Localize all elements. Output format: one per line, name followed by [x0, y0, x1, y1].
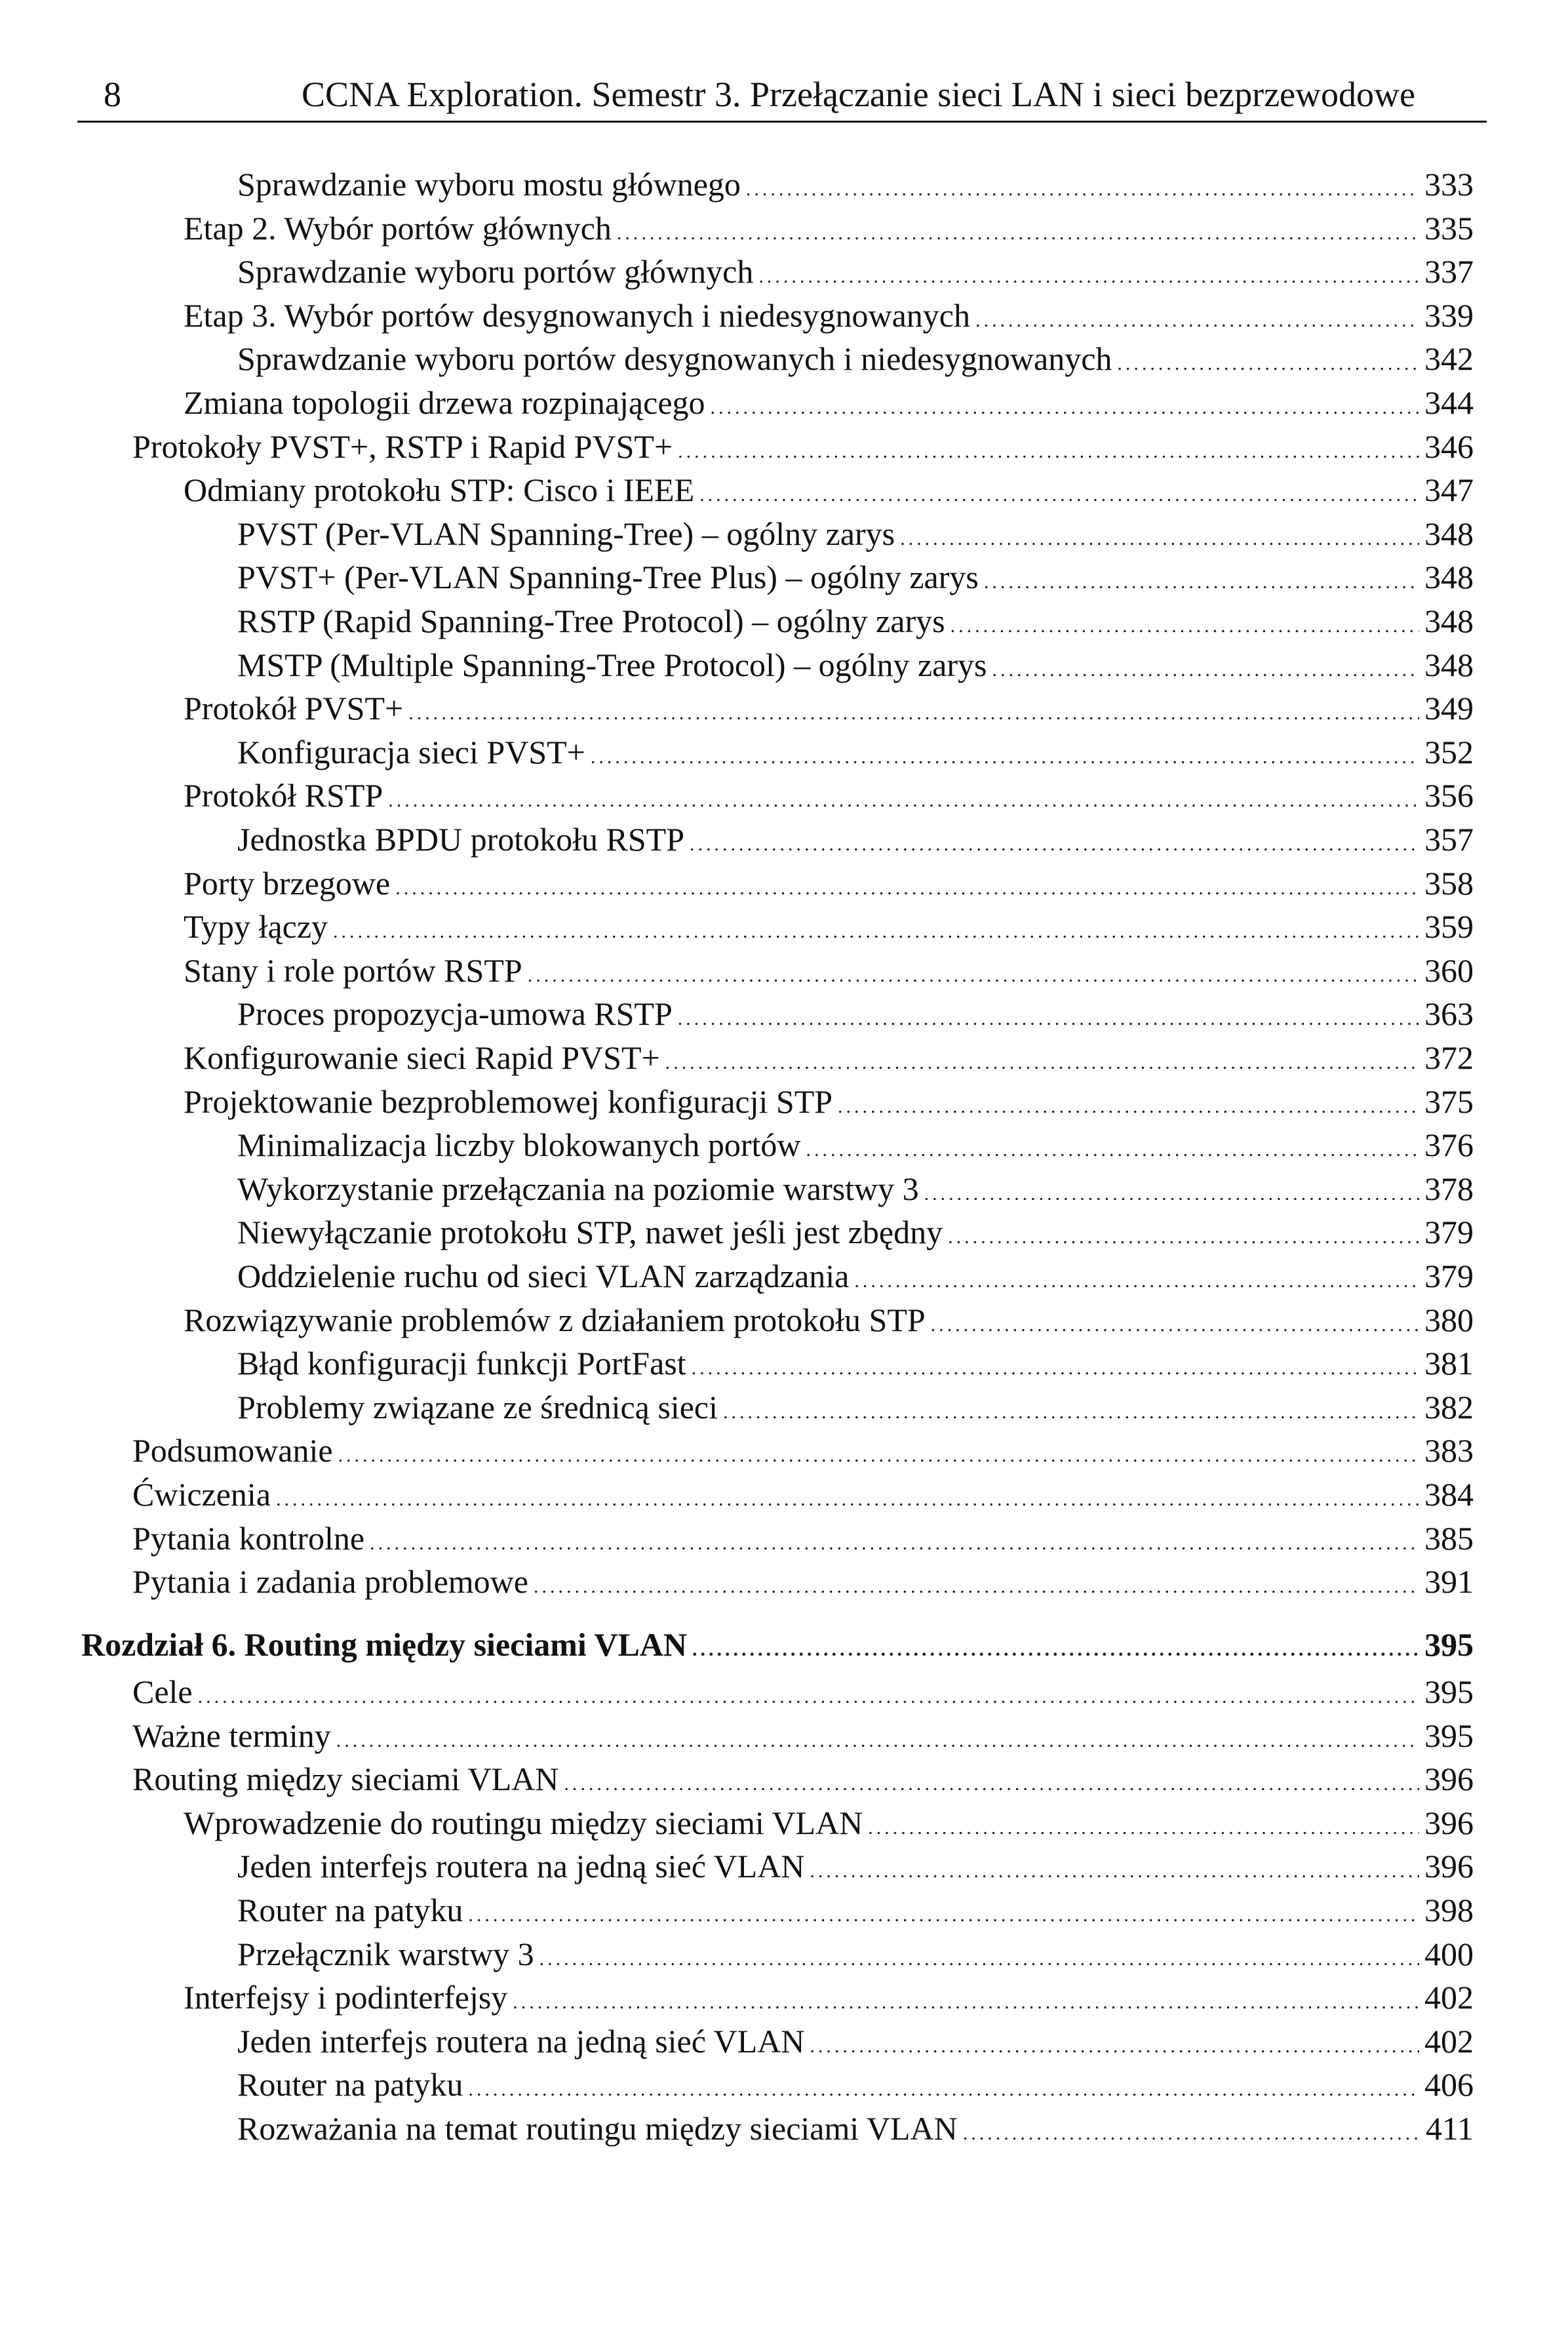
- toc-entry-page: 381: [1424, 1345, 1474, 1382]
- dot-leader: [963, 2112, 1421, 2155]
- toc-entry-page: 344: [1424, 384, 1474, 421]
- dot-leader: [276, 1478, 1419, 1521]
- toc-entry-page: 379: [1424, 1258, 1474, 1294]
- toc-entry-page: 402: [1424, 1979, 1474, 2016]
- toc-entry: [132, 1473, 1474, 1516]
- dot-leader: [838, 1085, 1419, 1128]
- dot-leader: [513, 1981, 1419, 2024]
- dot-leader: [617, 212, 1419, 255]
- toc-entry-title: Typy łączy: [184, 908, 328, 945]
- toc-entry-title: Odmiany protokołu STP: Cisco i IEEE: [184, 471, 695, 508]
- toc-entry-title: Problemy związane ze średnicą sieci: [237, 1389, 718, 1425]
- page-number: 8: [104, 75, 121, 114]
- toc-entry-title: Routing między sieciami VLAN: [132, 1761, 559, 1797]
- toc-entry-title: PVST (Per-VLAN Spanning-Tree) – ogólny zarys: [237, 515, 895, 552]
- toc-entry-page: 358: [1424, 865, 1474, 902]
- toc-entry-title: Podsumowanie: [132, 1432, 333, 1469]
- toc-entry-page: 363: [1424, 995, 1474, 1032]
- dot-leader: [868, 1806, 1419, 1850]
- toc-entry: [132, 1560, 1474, 1603]
- toc-entry-title: Zmiana topologii drzewa rozpinającego: [184, 384, 705, 421]
- toc-entry: [237, 643, 1474, 687]
- toc-entry-title: Jednostka BPDU protokołu RSTP: [237, 821, 685, 858]
- toc-entry-title: Pytania kontrolne: [132, 1520, 365, 1557]
- toc-entry-title: Przełącznik warstwy 3: [237, 1936, 534, 1972]
- toc-entry-title: Oddzielenie ruchu od sieci VLAN zarządzania: [237, 1258, 850, 1294]
- toc-entry-page: 348: [1424, 559, 1474, 595]
- dot-leader: [1117, 342, 1419, 386]
- dot-leader: [951, 605, 1419, 648]
- toc-entry-title: Proces propozycja-umowa RSTP: [237, 995, 673, 1032]
- toc-entry-page: 379: [1424, 1214, 1474, 1250]
- toc-entry-page: 396: [1424, 1804, 1474, 1841]
- toc-entry-page: 339: [1424, 297, 1474, 334]
- toc-entry-page: 402: [1424, 2023, 1474, 2060]
- toc-entry-page: 380: [1424, 1302, 1474, 1338]
- dot-leader: [408, 692, 1419, 735]
- toc-entry-title: Etap 2. Wybór portów głównych: [184, 210, 612, 247]
- dot-leader: [528, 954, 1419, 997]
- toc-entry: [132, 1429, 1474, 1472]
- toc-entry-page: 398: [1424, 1892, 1474, 1928]
- toc-entry-page: 342: [1424, 340, 1474, 377]
- toc-entry: [237, 1342, 1474, 1385]
- toc-entry-title: Stany i role portów RSTP: [184, 952, 522, 989]
- toc-entry-title: PVST+ (Per-VLAN Spanning-Tree Plus) – ogólny zarys: [237, 559, 979, 595]
- toc-entry: [184, 1298, 1474, 1342]
- toc-entry-title: Protokół PVST+: [184, 690, 404, 727]
- toc-entry: [132, 425, 1474, 468]
- dot-leader: [746, 168, 1419, 211]
- dot-leader: [723, 1391, 1419, 1434]
- toc-entry: [184, 1976, 1474, 2019]
- dot-leader: [678, 430, 1419, 473]
- dot-leader: [690, 823, 1419, 866]
- toc-entry-title: Router na patyku: [237, 2066, 463, 2103]
- dot-leader: [810, 1850, 1419, 1893]
- toc-entry-page: 406: [1424, 2066, 1474, 2103]
- toc-entry: [184, 381, 1474, 424]
- dot-leader: [338, 1434, 1419, 1477]
- toc-entry-title: Konfiguracja sieci PVST+: [237, 734, 585, 770]
- toc-entry: [184, 1036, 1474, 1079]
- toc-entry-title: MSTP (Multiple Spanning-Tree Protocol) – ogólny zarys: [237, 647, 987, 683]
- toc-entry-page: 378: [1424, 1170, 1474, 1207]
- toc-entry: [237, 818, 1474, 861]
- toc-entry-title: Wykorzystanie przełączania na poziomie warstwy 3: [237, 1170, 919, 1207]
- toc-entry-page: 359: [1424, 908, 1474, 945]
- toc-entry-title: Ćwiczenia: [132, 1476, 271, 1513]
- toc-entry-page: 375: [1424, 1083, 1474, 1120]
- toc-entry-page: 385: [1424, 1520, 1474, 1557]
- dot-leader: [198, 1675, 1419, 1719]
- toc-entry: [237, 730, 1474, 774]
- toc-entry: [132, 1714, 1474, 1757]
- toc-entry: [184, 468, 1474, 511]
- toc-entry: [237, 2107, 1474, 2150]
- toc-entry: [237, 599, 1474, 643]
- toc-entry-page: 348: [1424, 647, 1474, 683]
- dot-leader: [948, 1216, 1419, 1259]
- dot-leader: [854, 1260, 1419, 1303]
- dot-leader: [806, 1128, 1419, 1172]
- dot-leader: [975, 299, 1419, 342]
- toc-entry: [184, 207, 1474, 250]
- dot-leader: [692, 1628, 1419, 1671]
- toc-entry: [237, 1385, 1474, 1429]
- dot-leader: [388, 779, 1419, 822]
- dot-leader: [665, 1041, 1419, 1085]
- toc-entry-title: Rozwiązywanie problemów z działaniem protokołu STP: [184, 1302, 926, 1338]
- toc-entry: [237, 1123, 1474, 1166]
- toc-entry: [184, 1801, 1474, 1844]
- toc-entry: [184, 862, 1474, 905]
- dot-leader: [468, 2068, 1419, 2111]
- dot-leader: [678, 997, 1419, 1041]
- toc-entry-title: Błąd konfiguracji funkcji PortFast: [237, 1345, 686, 1382]
- dot-leader: [699, 473, 1419, 517]
- dot-leader: [333, 910, 1419, 953]
- toc-entry: [237, 250, 1474, 293]
- toc-entry: [184, 949, 1474, 992]
- toc-entry: [237, 1254, 1474, 1298]
- toc-entry-page: 360: [1424, 952, 1474, 989]
- toc-entry: [237, 1844, 1474, 1888]
- toc-entry-page: 352: [1424, 734, 1474, 770]
- toc-entry: [184, 774, 1474, 817]
- toc-entry-page: 357: [1424, 821, 1474, 858]
- toc-entry-page: 411: [1425, 2110, 1474, 2147]
- toc-entry-title: Cele: [132, 1673, 193, 1710]
- dot-leader: [810, 2025, 1419, 2068]
- toc-entry-title: Protokół RSTP: [184, 777, 383, 814]
- toc-entry: [237, 2020, 1474, 2063]
- toc-entry-title: Protokoły PVST+, RSTP i Rapid PVST+: [132, 428, 673, 465]
- toc-entry-page: 395: [1424, 1626, 1474, 1663]
- toc-entry-page: 356: [1424, 777, 1474, 814]
- dot-leader: [591, 736, 1419, 779]
- toc-entry: [237, 1932, 1474, 1976]
- running-title: CCNA Exploration. Semestr 3. Przełączanie sieci LAN i sieci bezprzewodowe: [302, 75, 1415, 114]
- toc-entry: [184, 905, 1474, 948]
- toc-entry: [237, 337, 1474, 380]
- toc-entry-page: 347: [1424, 471, 1474, 508]
- toc-entry: [237, 992, 1474, 1035]
- toc-entry-page: 376: [1424, 1126, 1474, 1163]
- toc-entry-title: Rozważania na temat routingu między sieciami VLAN: [237, 2110, 958, 2147]
- toc-entry: [237, 163, 1474, 206]
- toc-entry: [184, 294, 1474, 337]
- toc-entry: [237, 1888, 1474, 1932]
- toc-entry-title: Wprowadzenie do routingu między sieciami VLAN: [184, 1804, 863, 1841]
- toc-entry: [132, 1517, 1474, 1560]
- toc-entry-title: Jeden interfejs routera na jedną sieć VLAN: [237, 1848, 805, 1884]
- toc-entry-title: Porty brzegowe: [184, 865, 391, 902]
- toc-entry-page: 396: [1424, 1848, 1474, 1884]
- toc-entry-title: Konfigurowanie sieci Rapid PVST+: [184, 1039, 660, 1076]
- toc-entry-page: 382: [1424, 1389, 1474, 1425]
- dot-leader: [336, 1719, 1419, 1763]
- toc-entry: [184, 1080, 1474, 1123]
- toc-entry-page: 372: [1424, 1039, 1474, 1076]
- toc-entry: [237, 2063, 1474, 2106]
- toc-entry-page: 384: [1424, 1476, 1474, 1513]
- toc-entry: [237, 1167, 1474, 1210]
- toc-entry-page: 395: [1424, 1717, 1474, 1754]
- dot-leader: [924, 1172, 1419, 1216]
- toc-entry-page: 395: [1424, 1673, 1474, 1710]
- dot-leader: [992, 648, 1419, 692]
- toc-entry-page: 335: [1424, 210, 1474, 247]
- toc-entry-page: 333: [1424, 166, 1474, 203]
- toc-entry-title: Interfejsy i podinterfejsy: [184, 1979, 508, 2016]
- dot-leader: [984, 561, 1419, 604]
- toc-entry: [132, 1670, 1474, 1713]
- toc-entry-title: Sprawdzanie wyboru portów głównych: [237, 253, 754, 290]
- dot-leader: [931, 1304, 1419, 1347]
- toc-entry-title: Pytania i zadania problemowe: [132, 1563, 528, 1600]
- toc-entry-title: Router na patyku: [237, 1892, 463, 1928]
- toc-entry-title: Projektowanie bezproblemowej konfiguracji STP: [184, 1083, 833, 1120]
- dot-leader: [468, 1894, 1419, 1937]
- dot-leader: [711, 386, 1419, 429]
- toc-entry-page: 346: [1424, 428, 1474, 465]
- toc-entry-title: Etap 3. Wybór portów desygnowanych i niedesygnowanych: [184, 297, 970, 334]
- toc-entry-title: Jeden interfejs routera na jedną sieć VLAN: [237, 2023, 805, 2060]
- toc-entry: [237, 512, 1474, 555]
- dot-leader: [539, 1938, 1419, 1981]
- toc-entry-page: 348: [1424, 515, 1474, 552]
- dot-leader: [758, 255, 1419, 298]
- toc-entry-page: 383: [1424, 1432, 1474, 1469]
- toc-entry: [237, 555, 1474, 599]
- dot-leader: [534, 1565, 1419, 1608]
- toc-entry-page: 349: [1424, 690, 1474, 727]
- toc-entry-title: Sprawdzanie wyboru portów desygnowanych i niedesygnowanych: [237, 340, 1112, 377]
- page-header: [77, 68, 1487, 123]
- toc-entry-title: RSTP (Rapid Spanning-Tree Protocol) – ogólny zarys: [237, 603, 945, 639]
- toc-entry-title: Ważne terminy: [132, 1717, 331, 1754]
- dot-leader: [692, 1347, 1419, 1390]
- toc-chapter-heading: [81, 1623, 1474, 1666]
- toc-entry-page: 391: [1424, 1563, 1474, 1600]
- toc-entry-title: Minimalizacja liczby blokowanych portów: [237, 1126, 801, 1163]
- dot-leader: [900, 517, 1419, 561]
- dot-leader: [370, 1522, 1419, 1565]
- toc-entry-title: Niewyłączanie protokołu STP, nawet jeśli jest zbędny: [237, 1214, 943, 1250]
- toc-entry-page: 400: [1424, 1936, 1474, 1972]
- toc-entry-title: Rozdział 6. Routing między sieciami VLAN: [81, 1626, 688, 1663]
- toc-entry-page: 348: [1424, 603, 1474, 639]
- toc-entry: [184, 687, 1474, 730]
- toc-entry: [132, 1757, 1474, 1801]
- toc-entry-page: 396: [1424, 1761, 1474, 1797]
- toc-entry-page: 337: [1424, 253, 1474, 290]
- dot-leader: [564, 1763, 1419, 1806]
- toc-entry-title: Sprawdzanie wyboru mostu głównego: [237, 166, 741, 203]
- toc-entry: [237, 1210, 1474, 1254]
- dot-leader: [395, 867, 1419, 910]
